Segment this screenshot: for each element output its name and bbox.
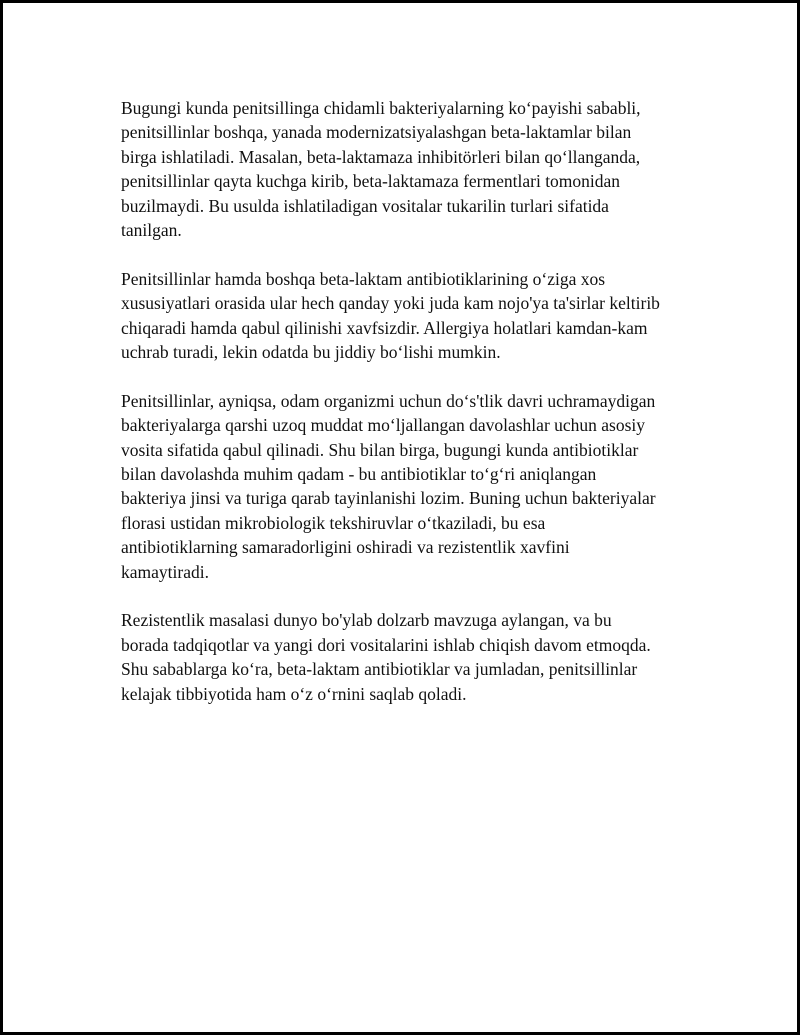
text-line: florasi ustidan mikrobiologik tekshiruvlar oʻtkaziladi, bu esa [121,512,546,533]
text-line: birga ishlatiladi. Masalan, beta-laktamaza inhibitörleri bilan qoʻllanganda, [121,146,641,167]
paragraph-2 [121,267,696,365]
document-body [121,96,696,731]
text-line: Bugungi kunda penitsillinga chidamli bakteriyalarning koʻpayishi sababli, [121,98,641,118]
paragraph-3 [121,389,696,584]
text-line: uchrab turadi, lekin odatda bu jiddiy boʻlishi mumkin. [121,342,501,363]
text-line: xususiyatlari orasida ular hech qanday yoki juda kam nojo'ya ta'sirlar keltirib [121,293,660,314]
text-line: penitsillinlar boshqa, yanada modernizatsiyalashgan beta-laktamlar bilan [121,122,632,143]
text-line: kamaytiradi. [121,561,209,582]
text-line: Rezistentlik masalasi dunyo bo'ylab dolzarb mavzuga aylangan, va bu [121,610,612,631]
text-line: Shu sabablarga koʻra, beta-laktam antibiotiklar va jumladan, penitsillinlar [121,659,638,680]
text-line: kelajak tibbiyotida ham oʻz oʻrnini saqlab qoladi. [121,683,467,704]
text-line: Penitsillinlar hamda boshqa beta-laktam antibiotiklarining oʻziga xos [121,268,606,289]
text-line: buzilmaydi. Bu usulda ishlatiladigan vositalar tukarilin turlari sifatida [121,195,609,216]
text-line: bakteriya jinsi va turiga qarab tayinlanishi lozim. Buning uchun bakteriyalar [121,488,656,509]
text-line: borada tadqiqotlar va yangi dori vositalarini ishlab chiqish davom etmoqda. [121,634,651,655]
text-line: tanilgan. [121,220,182,241]
text-line: penitsillinlar qayta kuchga kirib, beta-laktamaza fermentlari tomonidan [121,171,621,192]
paragraph-4 [121,608,696,706]
text-line: chiqaradi hamda qabul qilinishi xavfsizdir. Allergiya holatlari kamdan-kam [121,317,648,338]
paragraph-1 [121,96,696,242]
text-line: bakteriyalarga qarshi uzoq muddat moʻljallangan davolashlar uchun asosiy [121,415,646,436]
text-line: vosita sifatida qabul qilinadi. Shu bilan birga, bugungi kunda antibiotiklar [121,439,639,460]
text-line: antibiotiklarning samaradorligini oshiradi va rezistentlik xavfini [121,537,570,558]
text-line: bilan davolashda muhim qadam - bu antibiotiklar toʻgʻri aniqlangan [121,464,597,485]
text-line: Penitsillinlar, ayniqsa, odam organizmi uchun doʻs'tlik davri uchramaydigan [121,390,656,411]
